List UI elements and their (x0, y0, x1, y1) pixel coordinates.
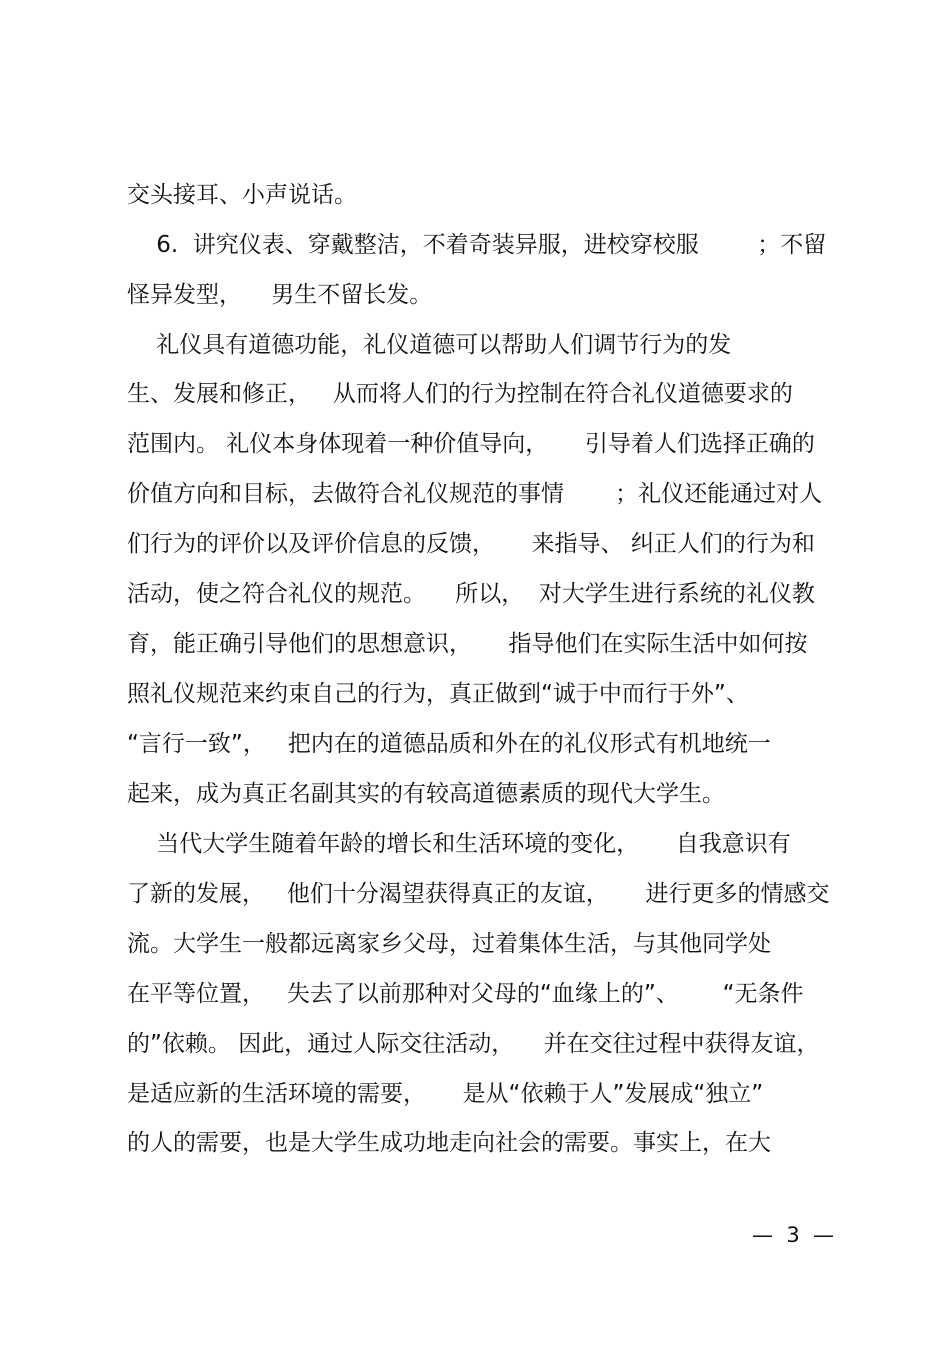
text-line: 怪异发型， 男生不留长发。 (127, 282, 433, 308)
text-line: 的”依赖。 因此，通过人际交往活动， 并在交往过程中获得友谊， (127, 1031, 820, 1057)
text-line: 生、发展和修正， 从而将人们的行为控制在符合礼仪道德要求的 (127, 381, 793, 407)
text-line: 的人的需要，也是大学生成功地走向社会的需要。事实上，在大 (127, 1130, 771, 1156)
text-line: 当代大学生随着年龄的增长和生活环境的变化， 自我意识有 (127, 831, 791, 857)
text-line: 了新的发展， 他们十分渴望获得真正的友谊， 进行更多的情感交 (127, 881, 830, 907)
text-line: 6. 讲究仪表、穿戴整洁，不着奇装异服，进校穿校服 ；不留 (127, 232, 827, 258)
text-line: 起来，成为真正名副其实的有较高道德素质的现代大学生。 (127, 781, 725, 807)
text-line: 活动，使之符合礼仪的规范。 所以， 对大学生进行系统的礼仪教 (127, 581, 815, 607)
text-line: 礼仪具有道德功能，礼仪道德可以帮助人们调节行为的发 (127, 332, 732, 358)
text-line: 流。大学生一般都远离家乡父母，过着集体生活，与其他同学处 (127, 931, 771, 957)
text-line: “言行一致”， 把内在的道德品质和外在的礼仪形式有机地统一 (127, 731, 771, 757)
text-line: 交头接耳、小声说话。 (127, 182, 357, 208)
text-line: 在平等位置， 失去了以前那种对父母的“血缘上的”、 “无条件 (127, 981, 804, 1007)
text-line: 育，能正确引导他们的思想意识， 指导他们在实际生活中如何按 (127, 631, 808, 657)
text-line: 是适应新的生活环境的需要， 是从“依赖于人”发展成“独立” (127, 1081, 764, 1107)
page-number: — 3 — (752, 1223, 835, 1247)
text-line: 价值方向和目标，去做符合礼仪规范的事情 ；礼仪还能通过对人 (127, 481, 823, 507)
text-line: 范围内。 礼仪本身体现着一种价值导向， 引导着人们选择正确的 (127, 431, 815, 457)
text-line: 照礼仪规范来约束自己的行为，真正做到“诚于中而行于外”、 (127, 681, 749, 707)
text-line: 们行为的评价以及评价信息的反馈， 来指导、 纠正人们的行为和 (127, 531, 815, 557)
